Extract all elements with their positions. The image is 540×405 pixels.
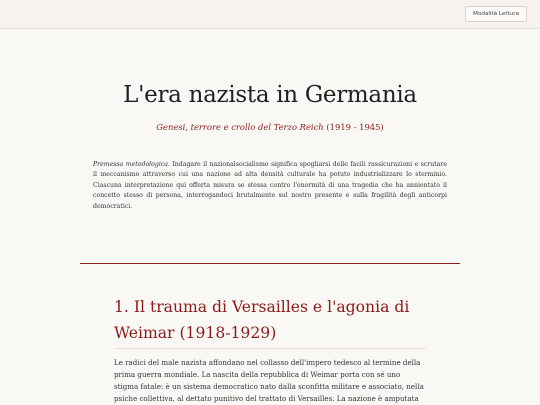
top-toolbar: [0, 0, 540, 29]
intro-paragraph: [93, 160, 447, 212]
page-subtitle: [0, 122, 540, 132]
reading-mode-button[interactable]: Modalità Lettura: [465, 6, 527, 22]
intro-lead: Premessa metodologica.: [93, 161, 170, 168]
page-title: L'era nazista in Germania: [123, 82, 417, 108]
section-divider: [80, 263, 460, 264]
intro-text: Indagare il nazionalsocialismo significa spogliarsi delle facili rassicurazioni e scrutare il meccanismo attraverso cui una nazione ad alta densità culturale ha potuto industrializzare lo sterminio. Ciascuna interpretazione qui offerta misura se stessa contro l'enormità di una tragedia che ha annientato il concetto stesso di persona, interrogandoci brutalmente sul nostro presente e sulla fragilità degli anticorpi democratici.: [93, 161, 447, 210]
subtitle-years: (1919 - 1945): [326, 122, 384, 132]
section-title-rule: [114, 348, 426, 349]
section-paragraph: Le radici del male nazista affondano nel collasso dell'impero tedesco al termine della prima guerra mondiale. La nascita della repubblica di Weimar porta con sé uno stigma fatale: è un sistema democratico nato dalla sconfitta militare e associato, nella psiche collettiva, al dettato punitivo del trattato di Versailles. La nazione è amputata: [114, 358, 424, 404]
subtitle-text: Genesi, terrore e crollo del Terzo Reich: [156, 122, 324, 132]
section-title-versailles: 1. Il trauma di Versailles e l'agonia di Weimar (1918-1929): [114, 298, 410, 342]
